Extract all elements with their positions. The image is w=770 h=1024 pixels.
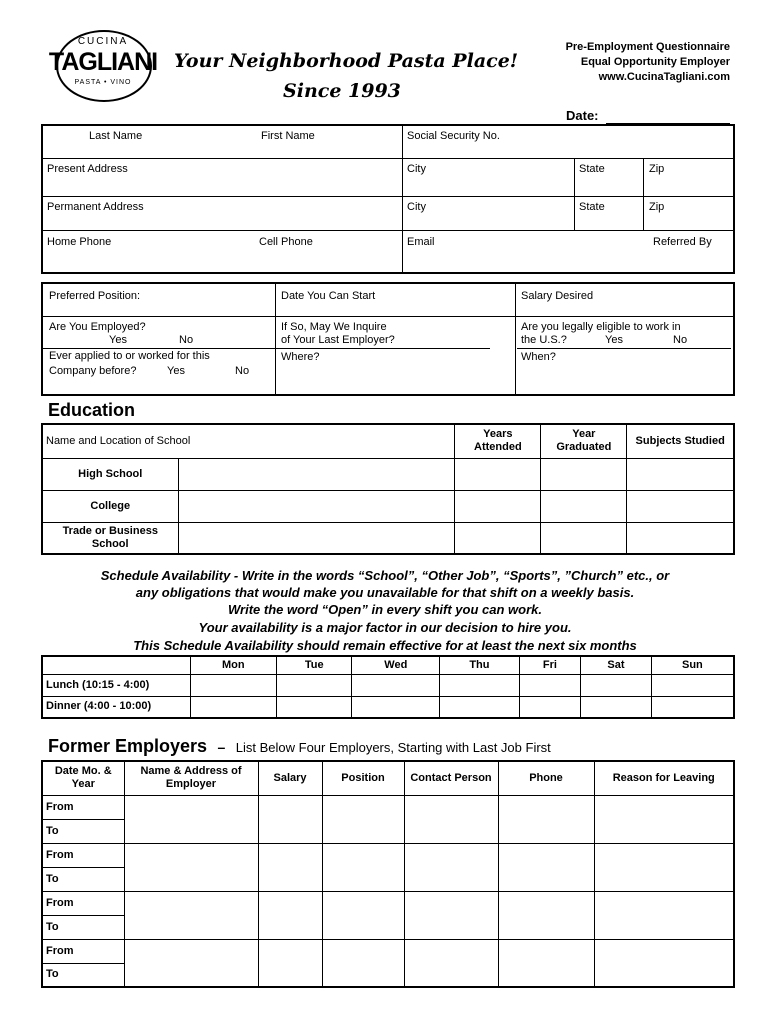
emp1-phone-cell[interactable] <box>498 795 594 843</box>
education-table <box>41 423 735 555</box>
emp4-contact-cell[interactable] <box>404 939 498 987</box>
home-phone-field[interactable] <box>45 249 251 269</box>
employed-question: Are You Employed? <box>49 321 146 333</box>
edu-row-trade-school: Trade or Business School <box>42 522 178 554</box>
employers-table <box>41 760 735 988</box>
schedule-table <box>41 655 735 719</box>
cell-phone-field[interactable] <box>255 249 399 269</box>
present-zip-field[interactable] <box>646 176 730 194</box>
college-years-cell[interactable] <box>455 490 541 522</box>
day-sat: Sat <box>581 656 652 674</box>
permanent-state-field[interactable] <box>577 214 641 228</box>
day-sun: Sun <box>651 656 734 674</box>
permanent-address-field[interactable] <box>45 214 399 228</box>
emp1-contact-cell[interactable] <box>404 795 498 843</box>
dinner-wed-cell[interactable] <box>352 696 440 718</box>
preferred-position-label: Preferred Position: <box>49 290 141 302</box>
logo-main-text: TAGLIANI <box>48 48 158 76</box>
lunch-fri-cell[interactable] <box>519 674 581 696</box>
employers-dash: – <box>217 739 226 755</box>
emp4-reason-cell[interactable] <box>594 939 734 987</box>
schedule-instruction-1: Schedule Availability - Write in the words “School”, “Other Job”, “Sports”, ”Church” etc., or <box>100 568 670 583</box>
edu-row-college: College <box>42 490 178 522</box>
employers-heading <box>48 736 551 757</box>
emp-col-name: Name & Address of Employer <box>124 761 258 795</box>
inquire-question-line2: of Your Last Employer? <box>281 334 395 346</box>
emp4-to-label[interactable]: To <box>42 963 124 987</box>
start-date-field[interactable] <box>279 302 511 314</box>
emp2-reason-cell[interactable] <box>594 843 734 891</box>
college-name-cell[interactable] <box>178 490 455 522</box>
email-label: Email <box>407 236 435 248</box>
permanent-city-field[interactable] <box>405 214 571 228</box>
emp2-to-label[interactable]: To <box>42 867 124 891</box>
schedule-instruction-4: Your availability is a major factor in our decision to hire you. <box>198 620 572 635</box>
applied-question-line1: Ever applied to or worked for this <box>49 350 210 362</box>
trade-school-years-cell[interactable] <box>455 522 541 554</box>
present-address-label: Present Address <box>47 163 128 175</box>
edu-col-subjects: Subjects Studied <box>627 424 734 458</box>
emp3-from-label[interactable]: From <box>42 891 124 915</box>
last-name-label: Last Name <box>89 130 143 142</box>
trade-school-subjects-cell[interactable] <box>627 522 734 554</box>
header-line-1: Pre-Employment Questionnaire <box>565 41 730 53</box>
employers-subtitle: List Below Four Employers, Starting with Last Job First <box>235 740 551 755</box>
emp1-salary-cell[interactable] <box>258 795 322 843</box>
lunch-tue-cell[interactable] <box>277 674 352 696</box>
college-subjects-cell[interactable] <box>627 490 734 522</box>
when-field[interactable] <box>519 364 729 390</box>
logo-top-text: CUCINA <box>77 36 129 47</box>
referred-by-field[interactable] <box>649 249 731 269</box>
emp2-from-label[interactable]: From <box>42 843 124 867</box>
emp1-position-cell[interactable] <box>322 795 404 843</box>
date-label: Date: <box>566 108 599 123</box>
emp-col-salary: Salary <box>258 761 322 795</box>
present-state-label: State <box>579 163 605 175</box>
permanent-zip-field[interactable] <box>646 214 730 228</box>
lunch-wed-cell[interactable] <box>352 674 440 696</box>
emp3-salary-cell[interactable] <box>258 891 322 939</box>
high-school-years-cell[interactable] <box>455 458 541 490</box>
permanent-city-label: City <box>407 201 426 213</box>
edu-row-high-school: High School <box>42 458 178 490</box>
permanent-zip-label: Zip <box>649 201 665 213</box>
referred-by-label: Referred By <box>653 236 712 248</box>
shift-lunch: Lunch (10:15 - 4:00) <box>42 674 190 696</box>
permanent-address-label: Permanent Address <box>47 201 144 213</box>
header-line-2: Equal Opportunity Employer <box>580 56 730 68</box>
dinner-thu-cell[interactable] <box>440 696 519 718</box>
emp1-from-label[interactable]: From <box>42 795 124 819</box>
email-field[interactable] <box>405 249 645 269</box>
emp4-name-cell[interactable] <box>124 939 258 987</box>
tagline: Your Neighborhood Pasta Place! <box>174 50 519 72</box>
high-school-subjects-cell[interactable] <box>627 458 734 490</box>
eligible-no-option[interactable]: No <box>673 334 688 346</box>
logo-sub-text: PASTA • VINO <box>74 79 132 86</box>
present-city-field[interactable] <box>405 176 571 194</box>
trade-school-graduated-cell[interactable] <box>541 522 627 554</box>
emp2-name-cell[interactable] <box>124 843 258 891</box>
header-line-3: www.CucinaTagliani.com <box>598 71 730 83</box>
day-fri: Fri <box>519 656 581 674</box>
salary-desired-field[interactable] <box>519 302 729 314</box>
emp-col-contact: Contact Person <box>404 761 498 795</box>
when-label: When? <box>521 351 556 363</box>
eligible-question-line1: Are you legally eligible to work in <box>521 321 681 333</box>
emp1-name-cell[interactable] <box>124 795 258 843</box>
emp3-to-label[interactable]: To <box>42 915 124 939</box>
emp4-position-cell[interactable] <box>322 939 404 987</box>
personal-info-section <box>41 124 735 274</box>
day-tue: Tue <box>277 656 352 674</box>
where-field[interactable] <box>279 364 511 390</box>
present-city-label: City <box>407 163 426 175</box>
dinner-tue-cell[interactable] <box>277 696 352 718</box>
last-name-field[interactable] <box>45 140 255 156</box>
permanent-state-label: State <box>579 201 605 213</box>
first-name-label: First Name <box>261 130 315 142</box>
edu-col-years: Years Attended <box>455 424 541 458</box>
edu-col-name: Name and Location of School <box>42 424 455 458</box>
emp-col-reason: Reason for Leaving <box>594 761 734 795</box>
lunch-mon-cell[interactable] <box>190 674 277 696</box>
emp-col-phone: Phone <box>498 761 594 795</box>
emp-col-position: Position <box>322 761 404 795</box>
lunch-sun-cell[interactable] <box>651 674 734 696</box>
start-date-label: Date You Can Start <box>281 290 376 302</box>
home-phone-label: Home Phone <box>47 236 112 248</box>
emp2-contact-cell[interactable] <box>404 843 498 891</box>
high-school-graduated-cell[interactable] <box>541 458 627 490</box>
emp4-from-label[interactable]: From <box>42 939 124 963</box>
dinner-sat-cell[interactable] <box>581 696 652 718</box>
eligible-question-line2: the U.S.? <box>521 334 567 346</box>
emp2-phone-cell[interactable] <box>498 843 594 891</box>
dinner-sun-cell[interactable] <box>651 696 734 718</box>
ssn-field[interactable] <box>405 140 729 156</box>
emp3-phone-cell[interactable] <box>498 891 594 939</box>
emp4-phone-cell[interactable] <box>498 939 594 987</box>
shift-dinner: Dinner (4:00 - 10:00) <box>42 696 190 718</box>
schedule-corner <box>42 656 190 674</box>
header-info <box>510 40 730 85</box>
inquire-question-line1: If So, May We Inquire <box>281 321 387 333</box>
employers-title: Former Employers <box>48 736 208 756</box>
trade-school-name-cell[interactable] <box>178 522 455 554</box>
present-state-field[interactable] <box>577 176 641 194</box>
emp3-position-cell[interactable] <box>322 891 404 939</box>
emp1-reason-cell[interactable] <box>594 795 734 843</box>
employed-no-option[interactable]: No <box>179 334 194 346</box>
preferred-position-field[interactable] <box>45 302 271 314</box>
day-thu: Thu <box>440 656 519 674</box>
schedule-instruction-3: Write the word “Open” in every shift you can work. <box>228 602 542 617</box>
present-zip-label: Zip <box>649 163 665 175</box>
salary-desired-label: Salary Desired <box>521 290 594 302</box>
emp3-name-cell[interactable] <box>124 891 258 939</box>
education-title: Education <box>48 400 136 420</box>
emp3-reason-cell[interactable] <box>594 891 734 939</box>
emp2-salary-cell[interactable] <box>258 843 322 891</box>
lunch-thu-cell[interactable] <box>440 674 519 696</box>
emp4-salary-cell[interactable] <box>258 939 322 987</box>
day-mon: Mon <box>190 656 277 674</box>
since-year: Since 1993 <box>283 80 401 102</box>
emp2-position-cell[interactable] <box>322 843 404 891</box>
high-school-name-cell[interactable] <box>178 458 455 490</box>
first-name-field[interactable] <box>258 140 398 156</box>
company-logo <box>44 18 162 104</box>
where-label: Where? <box>281 351 320 363</box>
applied-question-line2: Company before? <box>49 365 137 377</box>
emp3-contact-cell[interactable] <box>404 891 498 939</box>
emp-col-date: Date Mo. & Year <box>42 761 124 795</box>
dinner-fri-cell[interactable] <box>519 696 581 718</box>
cell-phone-label: Cell Phone <box>259 236 313 248</box>
employed-yes-option[interactable]: Yes <box>109 334 127 346</box>
schedule-instruction-5: This Schedule Availability should remain effective for at least the next six months <box>133 638 637 653</box>
present-address-field[interactable] <box>45 176 399 194</box>
edu-col-graduated: Year Graduated <box>541 424 627 458</box>
day-wed: Wed <box>352 656 440 674</box>
college-graduated-cell[interactable] <box>541 490 627 522</box>
position-section <box>41 282 735 396</box>
dinner-mon-cell[interactable] <box>190 696 277 718</box>
eligible-yes-option[interactable]: Yes <box>605 334 623 346</box>
schedule-instruction-2: any obligations that would make you unavailable for that shift on a weekly basis. <box>135 585 635 600</box>
applied-no-option[interactable]: No <box>235 365 250 377</box>
emp1-to-label[interactable]: To <box>42 819 124 843</box>
applied-yes-option[interactable]: Yes <box>167 365 185 377</box>
ssn-label: Social Security No. <box>407 130 500 142</box>
lunch-sat-cell[interactable] <box>581 674 652 696</box>
